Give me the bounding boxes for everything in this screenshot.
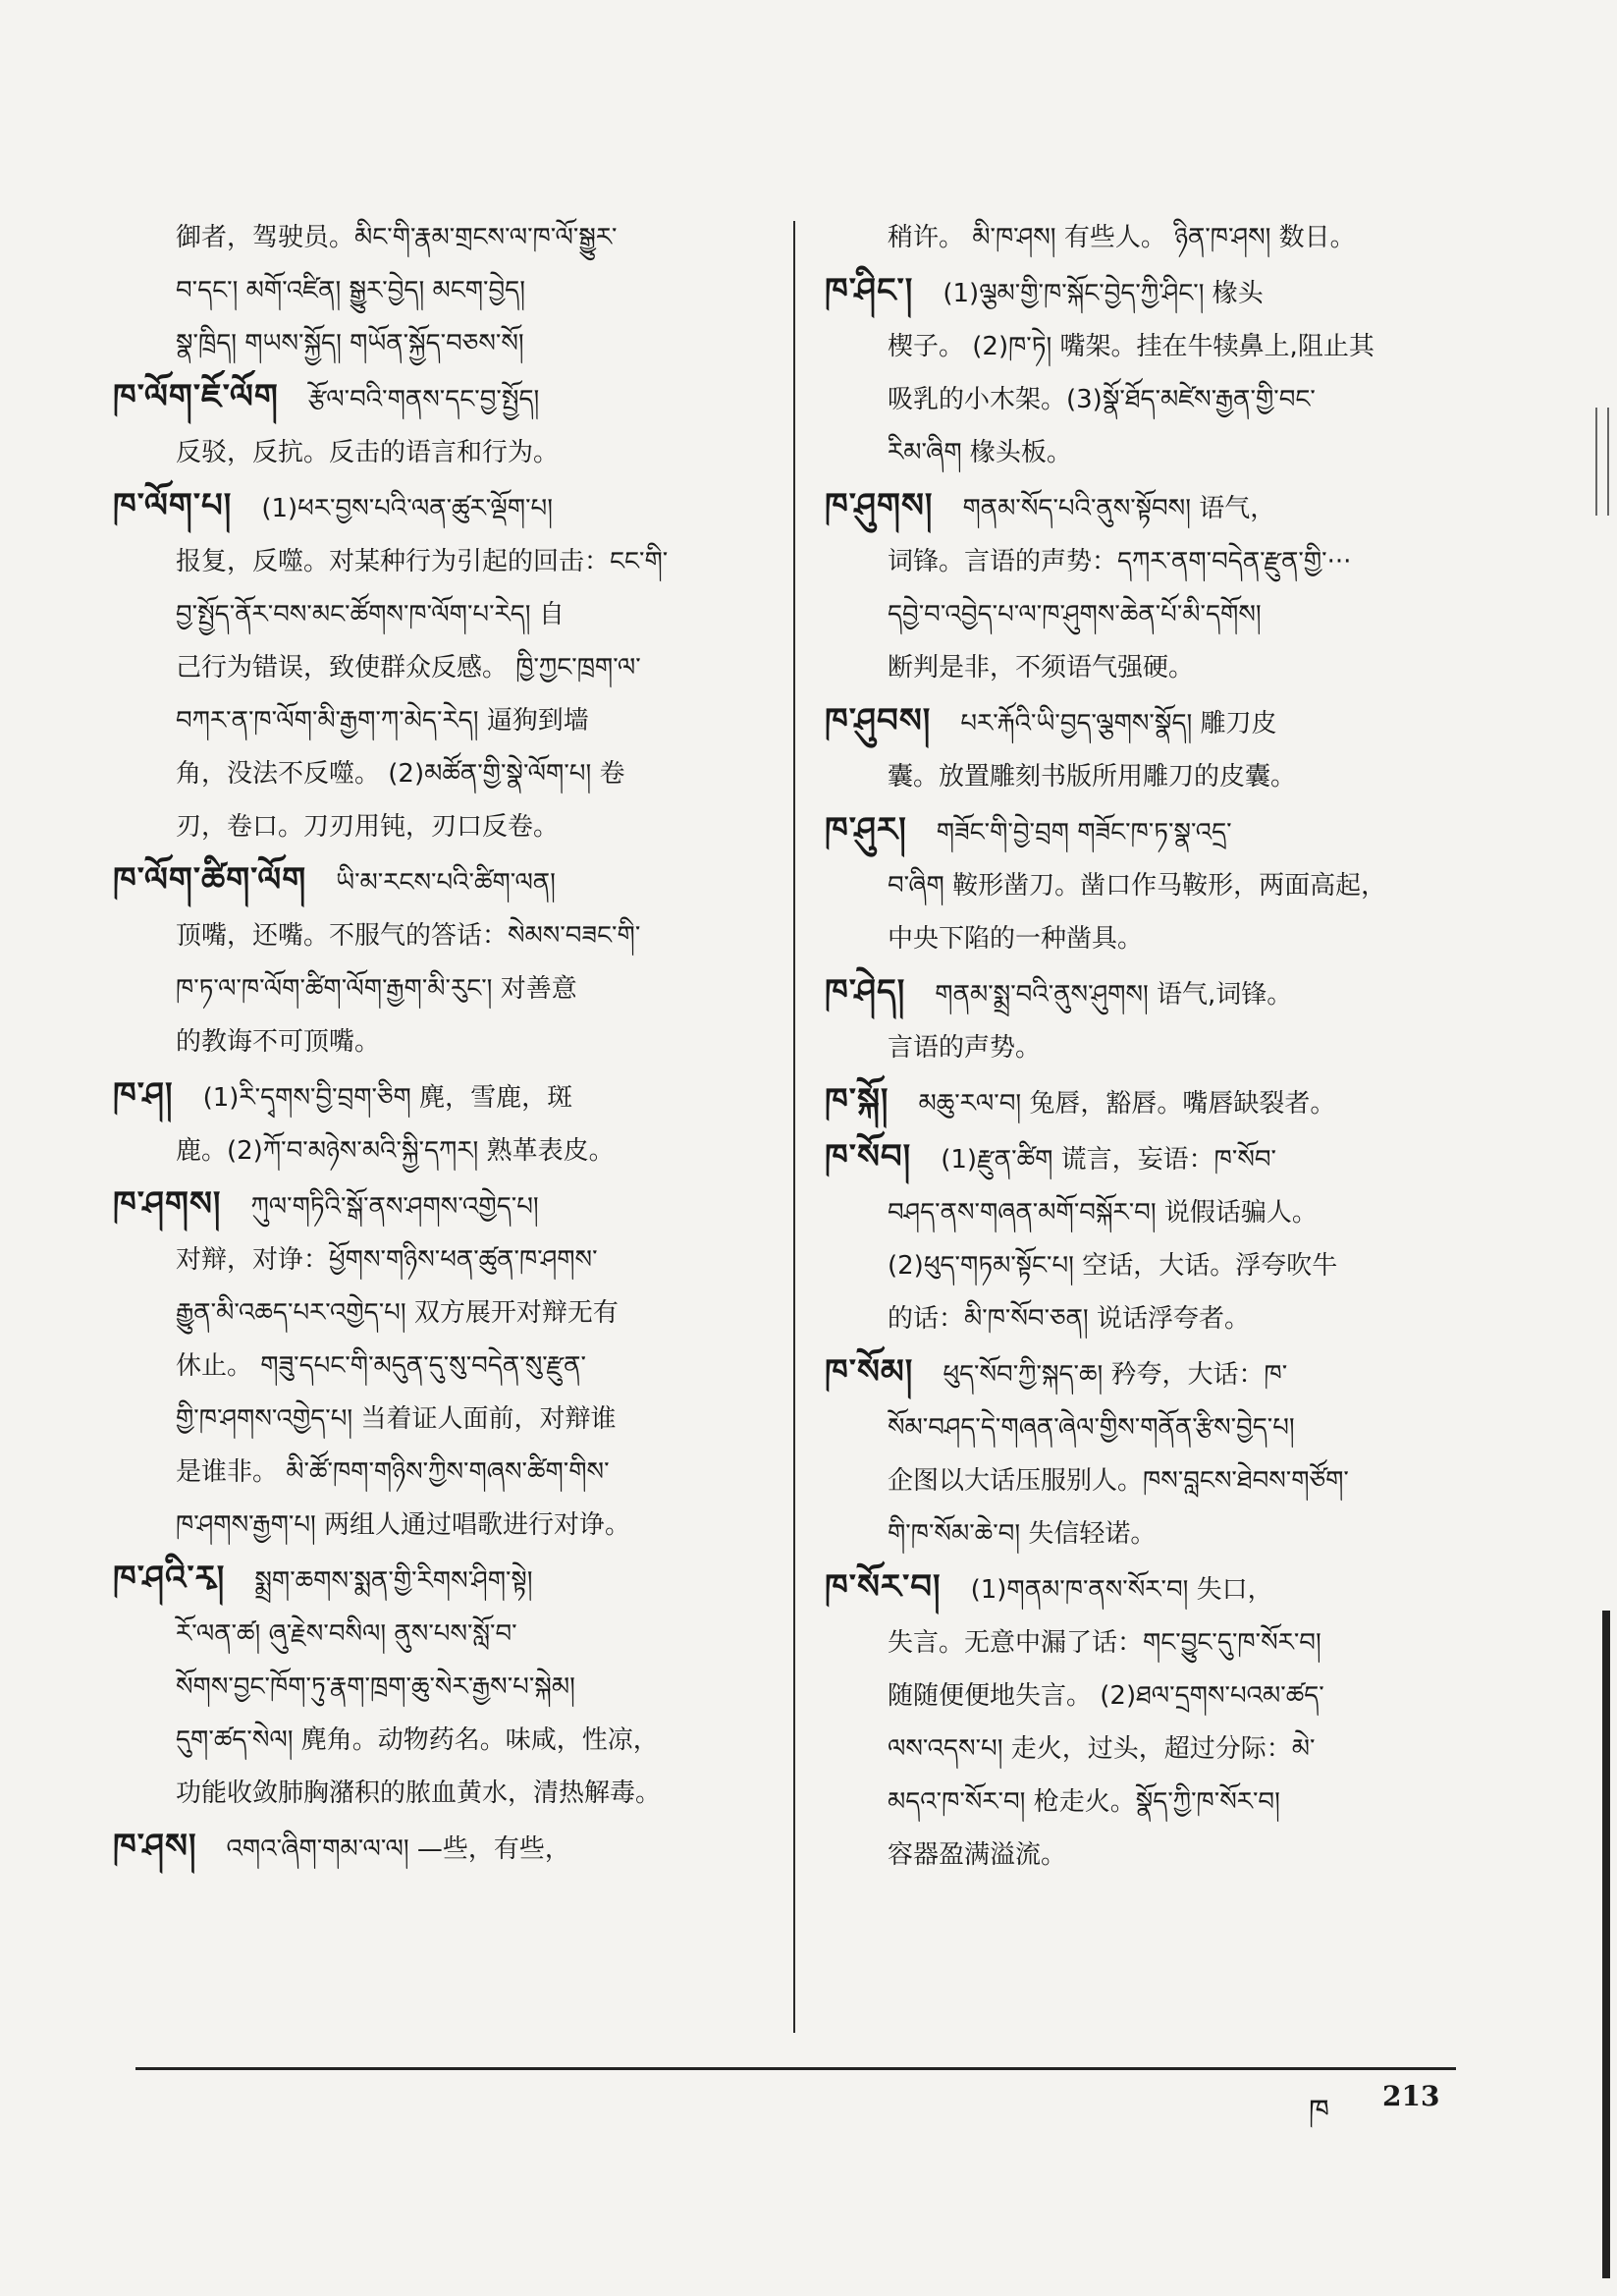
definition-text: བཀར་ན་ཁ་ལོག་མི་རྒྱག་ཀ་མེད་རེད། 逼狗到墙 xyxy=(176,706,589,736)
entry-line xyxy=(825,1722,1453,1776)
margin-mark xyxy=(1595,408,1609,516)
entry-line xyxy=(825,1186,1453,1239)
dictionary-entry xyxy=(113,1552,756,1820)
entry-line xyxy=(825,320,1453,373)
definition-text: པར་རྐོའི་ཡི་བྱད་ལྕགས་སྣོད། 雕刀皮 xyxy=(960,709,1277,738)
dictionary-entry xyxy=(113,1068,756,1177)
entry-line xyxy=(113,479,756,535)
entry-line xyxy=(113,211,756,264)
definition-text: (1)གནམ་ཁ་ནས་སོར་བ། 失口， xyxy=(970,1575,1273,1605)
entry-line xyxy=(113,1714,756,1767)
definition-text: 稍许。 མི་ཁ་ཤས། 有些人。 ཉིན་ཁ་ཤས། 数日。 xyxy=(888,223,1356,252)
entry-line xyxy=(113,1068,756,1124)
definition-text: ཪོ་ལན་ཚ། ཞུ་རྗེས་བསིལ། ནུས་པས་སློ་བ་ xyxy=(176,1619,517,1649)
entry-line xyxy=(113,370,756,426)
entry-line xyxy=(825,426,1453,479)
headword: ཁ་ལོག་ཇོ་ལོག xyxy=(113,377,279,416)
entry-line xyxy=(825,694,1453,750)
entry-line xyxy=(825,588,1453,641)
definition-text: གནམ་སོད་པའི་ནུས་སྟོབས། 语气， xyxy=(962,494,1276,523)
definition-text: གི་ཁ་སོམ་ཆེ་བ། 失信轻诺。 xyxy=(888,1519,1157,1549)
headword: ཁ་ཤུར། xyxy=(825,810,907,849)
definition-text: སྣ་ཁྲིད། གཡས་སྐྱོད། གཡོན་སྐྱོད་བཅས་སོ། xyxy=(176,329,524,358)
margin-edge-bar xyxy=(1602,1611,1610,2278)
headword: ཁ་ཤེད། xyxy=(825,972,906,1011)
definition-text: 断判是非，不须语气强硬。 xyxy=(888,653,1195,683)
definition-text: ཀུལ་གཏིའི་སྒོ་ནས་ཤགས་འགྱེད་པ། xyxy=(250,1192,539,1222)
definition-text: 报复，反噬。对某种行为引起的回击：ངང་གི་ xyxy=(176,547,669,576)
headword: ཁ་ཤས། xyxy=(113,1827,197,1866)
definition-text: སོམ་བཤད་དེ་གཞན་ཞེལ་གྱིས་གནོན་རྩིས་བྱེད་པ། xyxy=(888,1413,1295,1443)
dictionary-entry xyxy=(825,479,1453,694)
dictionary-entry xyxy=(113,479,756,853)
definition-text: 企图以大话压服别人。ཁས་བླངས་ཐེབས་གཙོག་ xyxy=(888,1466,1349,1496)
definition-text: 的话：མི་ཁ་སོབ་ཅན། 说话浮夸者。 xyxy=(888,1304,1250,1334)
entry-line xyxy=(825,750,1453,803)
dictionary-entry xyxy=(113,1177,756,1552)
entry-line xyxy=(825,1021,1453,1074)
definition-text: ཁ་ཏ་ལ་ཁ་ལོག་ཚིག་ལོག་རྒྱག་མི་རུང་། 对善意 xyxy=(176,974,577,1004)
entry-line xyxy=(113,1499,756,1552)
entry-line xyxy=(825,1130,1453,1186)
definition-text: 中央下陷的一种凿具。 xyxy=(888,924,1144,954)
dictionary-entry xyxy=(825,1074,1453,1130)
entry-line xyxy=(113,1552,756,1608)
definition-text: ཕུད་སོབ་ཀྱི་སྐད་ཆ། 矜夸，大话：ཁ་ xyxy=(943,1360,1288,1390)
entry-line xyxy=(825,1401,1453,1454)
headword: ཁ་ཤ། xyxy=(113,1075,174,1115)
entry-line xyxy=(825,373,1453,426)
headword: ཁ་ཤུབས། xyxy=(825,701,932,740)
headword: ཁ་སོར་བ། xyxy=(825,1567,942,1607)
headword: ཁ་སོམ། xyxy=(825,1352,914,1392)
headword: ཁ་ལོག་པ། xyxy=(113,486,233,525)
definition-text: རྩོལ་བའི་གནས་དང་བྱ་སྤྱོད། xyxy=(307,385,540,414)
entry-line xyxy=(113,1286,756,1339)
definition-text: 角，没法不反噬。 (2)མཚོན་གྱི་སྣེ་ལོག་པ། 卷 xyxy=(176,759,625,789)
headword: ཁ་ཤིང་། xyxy=(825,271,914,310)
definition-text: གྱི་ཁ་ཤགས་འགྱེད་པ། 当着证人面前，对辩谁 xyxy=(176,1404,617,1434)
definition-text: འགའ་ཞིག་གམ་ལ་ལ། —些，有些， xyxy=(226,1834,570,1864)
dictionary-entry xyxy=(113,370,756,479)
headword: ཁ་ཤུགས། xyxy=(825,486,934,525)
entry-line xyxy=(825,965,1453,1021)
definition-text: གཟོང་གི་བྱེ་བྲག གཟོང་ཁ་ཏ་སྣ་འདྲ་ xyxy=(936,818,1232,847)
entry-line xyxy=(113,1339,756,1393)
entry-line xyxy=(825,1507,1453,1560)
definition-text: མདའ་ཁ་སོར་བ། 枪走火。སྣོད་ཀྱི་ཁ་སོར་བ། xyxy=(888,1787,1280,1817)
entry-line xyxy=(113,317,756,370)
definition-text: 言语的声势。 xyxy=(888,1033,1042,1063)
entry-line xyxy=(113,1177,756,1233)
entry-line xyxy=(113,264,756,317)
entry-line xyxy=(825,479,1453,535)
definition-text: 词锋。言语的声势：དཀར་ནག་བདེན་རྫུན་གྱི་··· xyxy=(888,547,1352,576)
definition-text: 功能收敛肺胸潴积的脓血黄水，清热解毒。 xyxy=(176,1778,662,1808)
entry-line xyxy=(825,912,1453,965)
dictionary-entry xyxy=(113,211,756,370)
entry-line xyxy=(113,1015,756,1068)
footer-rule xyxy=(135,2067,1456,2070)
entry-line xyxy=(113,962,756,1015)
dictionary-entry xyxy=(825,211,1453,264)
dictionary-entry xyxy=(113,853,756,1068)
definition-text: ལས་འདས་པ། 走火，过头，超过分际：མེ་ xyxy=(888,1734,1316,1764)
entry-line xyxy=(113,1608,756,1661)
left-column xyxy=(113,211,756,1876)
entry-line xyxy=(825,535,1453,588)
definition-text: 反驳，反抗。反击的语言和行为。 xyxy=(176,438,560,467)
entry-line xyxy=(825,1292,1453,1345)
entry-line xyxy=(825,1074,1453,1130)
headword: ཁ་སོབ། xyxy=(825,1137,912,1176)
definition-text: 吸乳的小木架。(3)སྣོ་ཐོད་མཛེས་རྒྱན་གྱི་བང་ xyxy=(888,385,1316,414)
definition-text: མཆུ་རལ་བ། 兔唇，豁唇。嘴唇缺裂者。 xyxy=(918,1089,1336,1119)
entry-line xyxy=(113,641,756,694)
dictionary-entry xyxy=(113,1820,756,1876)
definition-text: 随随便便地失言。 (2)ཐལ་དྲགས་པའམ་ཚད་ xyxy=(888,1681,1324,1711)
entry-line xyxy=(113,1124,756,1177)
page-number: 213 xyxy=(1382,2080,1440,2112)
entry-line xyxy=(113,747,756,800)
definition-text: 休止。 གཟུ་དཔང་གི་མདུན་དུ་སུ་བདེན་སུ་རྫུན་ xyxy=(176,1351,586,1381)
definition-text: 己行为错误，致使群众反感。 ཁྱི་ཀྱང་ཁྲག་ལ་ xyxy=(176,653,641,683)
definition-text: (1)ཕར་བྱས་པའི་ལན་ཚུར་ལྡོག་པ། xyxy=(261,494,553,523)
definition-text: སྨྲག་ཆགས་སྨན་གྱི་རིགས་ཤིག་སྟེ། xyxy=(254,1566,533,1596)
dictionary-entry xyxy=(825,1560,1453,1882)
entry-line xyxy=(113,588,756,641)
definition-text: (1)རི་དྭགས་བྱི་བྲག་ཅིག 麂，雪鹿，斑 xyxy=(202,1083,573,1113)
definition-text: སོགས་བྱང་ཁོག་ཏུ་རྣག་ཁྲག་ཆུ་སེར་རྒྱས་པ་སྐེམ། xyxy=(176,1672,575,1702)
entry-line xyxy=(825,1829,1453,1882)
dictionary-entry xyxy=(825,264,1453,479)
definition-text: (1)རྫུན་ཚིག 谎言，妄语：ཁ་སོབ་ xyxy=(941,1145,1277,1175)
definition-text: ཡི་མ་རངས་པའི་ཚིག་ལན། xyxy=(336,868,556,898)
definition-text: 楔子。 (2)ཁ་ཏེ། 嘴架。挂在牛犊鼻上,阻止其 xyxy=(888,332,1374,361)
definition-text: 鹿。(2)ཀོ་བ་མཉེས་མའི་སྐྱི་དཀར། 熟革表皮。 xyxy=(176,1136,615,1166)
entry-line xyxy=(825,264,1453,320)
dictionary-entry xyxy=(825,1130,1453,1345)
entry-line xyxy=(113,694,756,747)
definition-text: 御者，驾驶员。མིང་གི་རྣམ་གྲངས་ལ་ཁ་ལོ་སྒྱུར་ xyxy=(176,223,618,252)
entry-line xyxy=(825,1669,1453,1722)
definition-text: 是谁非。 མི་ཚོ་ཁག་གཉིས་ཀྱིས་གཞས་ཚིག་གིས་ xyxy=(176,1457,610,1487)
entry-line xyxy=(825,641,1453,694)
entry-line xyxy=(113,1393,756,1446)
dictionary-entry xyxy=(825,965,1453,1074)
footer-section-letter: ཁ xyxy=(1309,2094,1329,2128)
definition-text: བ་དང་། མགོ་འཛིན། སྒྱུར་བྱེད། མངག་བྱེད། xyxy=(176,276,526,305)
dictionary-entry xyxy=(825,694,1453,803)
entry-line xyxy=(825,1560,1453,1616)
entry-line xyxy=(113,853,756,909)
definition-text: བཤད་ནས་གཞན་མགོ་བསྐོར་བ། 说假话骗人。 xyxy=(888,1198,1318,1228)
definition-text: བྱ་སྤྱོད་ནོར་བས་མང་ཚོགས་ཁ་ལོག་པ་རེད། 自 xyxy=(176,600,565,629)
definition-text: 的教诲不可顶嘴。 xyxy=(176,1027,381,1057)
definition-text: 容器盈满溢流。 xyxy=(888,1840,1067,1870)
entry-line xyxy=(825,211,1453,264)
entry-line xyxy=(113,909,756,962)
definition-text: རིམ་ཞིག 椽头板。 xyxy=(888,438,1072,467)
definition-text: (1)ལྕམ་གྱི་ཁ་སྐོང་བྱེད་ཀྱི་ཤིང་། 椽头 xyxy=(943,279,1264,308)
definition-text: དུག་ཚད་སེལ། 麂角。动物药名。味咸，性凉， xyxy=(176,1725,659,1755)
entry-line xyxy=(113,1233,756,1286)
entry-line xyxy=(825,1616,1453,1669)
entry-line xyxy=(825,1345,1453,1401)
entry-line xyxy=(825,1239,1453,1292)
definition-text: 刃，卷口。刀刃用钝，刃口反卷。 xyxy=(176,812,560,842)
definition-text: 对辩，对诤：ཕྱོགས་གཉིས་ཕན་ཚུན་ཁ་ཤགས་ xyxy=(176,1245,598,1275)
right-column xyxy=(825,211,1453,1882)
definition-text: 囊。放置雕刻书版所用雕刀的皮囊。 xyxy=(888,762,1297,792)
entry-line xyxy=(825,859,1453,912)
definition-text: རྒྱུན་མི་འཆད་པར་འགྱེད་པ། 双方展开对辩无有 xyxy=(176,1298,619,1328)
entry-line xyxy=(113,1446,756,1499)
headword: ཁ་ཤའི་རྭ། xyxy=(113,1558,226,1598)
definition-text: 顶嘴，还嘴。不服气的答话：སེམས་བཟང་གི་ xyxy=(176,921,641,951)
entry-line xyxy=(825,1776,1453,1829)
column-divider xyxy=(793,221,795,2033)
dictionary-entry xyxy=(825,1345,1453,1560)
headword: ཁ་སྐོ། xyxy=(825,1081,889,1121)
definition-text: 失言。无意中漏了话：གང་བྱུང་དུ་ཁ་སོར་བ། xyxy=(888,1628,1321,1658)
definition-text: བ་ཞིག 鞍形凿刀。凿口作马鞍形，两面高起， xyxy=(888,871,1387,901)
entry-line xyxy=(113,426,756,479)
entry-line xyxy=(113,1820,756,1876)
entry-line xyxy=(113,1767,756,1820)
definition-text: (2)ཕུད་གཏམ་སྟོང་པ། 空话，大话。浮夸吹牛 xyxy=(888,1251,1338,1281)
definition-text: དབྱེ་བ་འབྱེད་པ་ལ་ཁ་ཤུགས་ཆེན་པོ་མི་དགོས། xyxy=(888,600,1262,629)
headword: ཁ་ལོག་ཚིག་ལོག xyxy=(113,860,307,900)
entry-line xyxy=(113,535,756,588)
dictionary-entry xyxy=(825,803,1453,965)
entry-line xyxy=(825,1454,1453,1507)
entry-line xyxy=(825,803,1453,859)
entry-line xyxy=(113,1661,756,1714)
headword: ཁ་ཤགས། xyxy=(113,1184,222,1224)
definition-text: ཁ་ཤགས་རྒྱག་པ། 两组人通过唱歌进行对诤。 xyxy=(176,1510,631,1540)
entry-line xyxy=(113,800,756,853)
definition-text: གནམ་སྨྲ་བའི་ནུས་ཤུགས། 语气,词锋。 xyxy=(935,980,1293,1010)
